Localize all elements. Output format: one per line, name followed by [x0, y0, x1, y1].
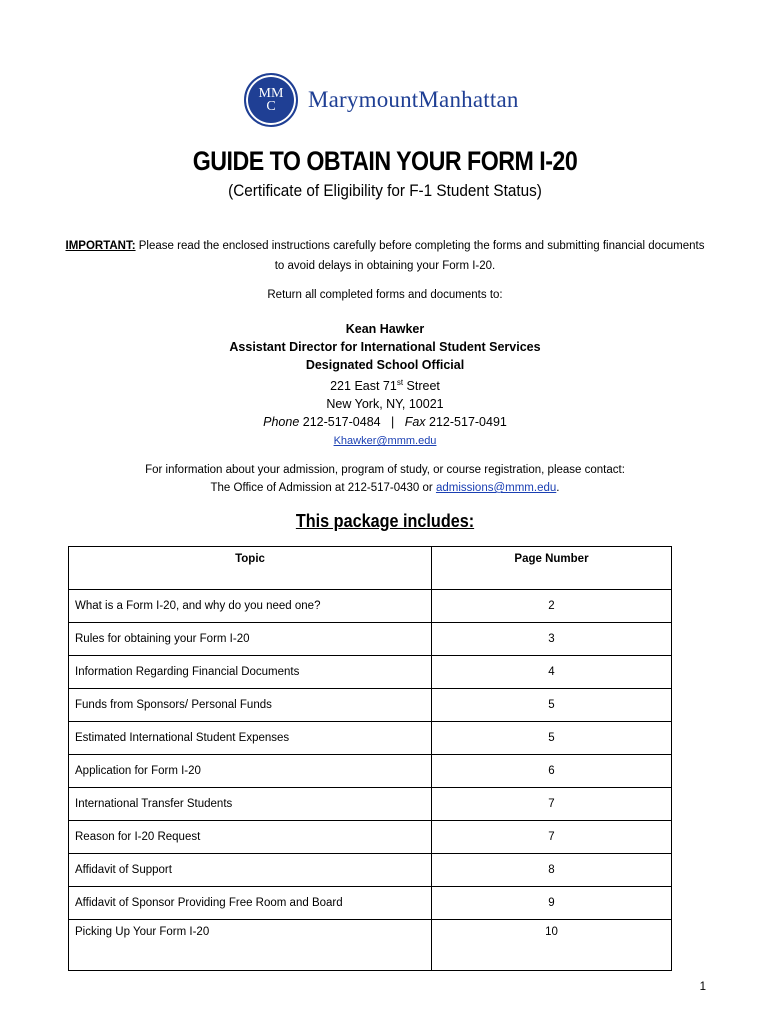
table-row [69, 788, 672, 821]
contact-street: 221 East 71st Street [330, 378, 440, 394]
admission-info [0, 461, 770, 497]
table-row [69, 821, 672, 854]
table-row [69, 656, 672, 689]
institution-logo [244, 74, 534, 126]
page-cell: 7 [432, 821, 672, 854]
table-row [69, 854, 672, 887]
topic-cell: Funds from Sponsors/ Personal Funds [69, 689, 432, 722]
contact-name: Kean Hawker [345, 322, 425, 336]
topic-cell: Rules for obtaining your Form I-20 [69, 623, 432, 656]
page-cell: 2 [432, 590, 672, 623]
table-row [69, 689, 672, 722]
important-label: IMPORTANT: [65, 240, 136, 252]
topic-cell: What is a Form I-20, and why do you need one? [69, 590, 432, 623]
important-notice [60, 236, 710, 276]
topic-cell: Affidavit of Support [69, 854, 432, 887]
column-header-topic: Topic [69, 547, 432, 590]
topic-cell: International Transfer Students [69, 788, 432, 821]
column-header-page: Page Number [432, 547, 672, 590]
contact-title: Designated School Official [305, 358, 465, 372]
brand-name: MarymountManhattan [308, 87, 519, 112]
page-number: 1 [699, 981, 706, 993]
contact-role: Assistant Director for International Student Services [229, 340, 541, 354]
page-cell: 5 [432, 689, 672, 722]
important-text: Please read the enclosed instructions carefully before completing the forms and submitting financial documents to avoid delays in obtaining your Form I-20. [135, 240, 705, 272]
table-row [69, 623, 672, 656]
page-cell: 4 [432, 656, 672, 689]
topic-cell: Application for Form I-20 [69, 755, 432, 788]
table-row [69, 755, 672, 788]
seal-icon: MM C [244, 73, 298, 127]
page-cell: 3 [432, 623, 672, 656]
contact-email-link[interactable]: Khawker@mmm.edu [333, 435, 437, 448]
admissions-email-link[interactable]: admissions@mmm.edu [435, 482, 557, 494]
topic-cell: Information Regarding Financial Documents [69, 656, 432, 689]
topic-cell: Reason for I-20 Request [69, 821, 432, 854]
page-cell: 6 [432, 755, 672, 788]
table-row [69, 590, 672, 623]
admission-info-line2: The Office of Admission at 212-517-0430 or admissions@mmm.edu. [210, 482, 560, 494]
package-heading: This package includes: [295, 511, 475, 531]
page-cell: 8 [432, 854, 672, 887]
page-cell: 9 [432, 887, 672, 920]
page-cell: 5 [432, 722, 672, 755]
contact-phone-fax: Phone 212-517-0484 | Fax 212-517-0491 [263, 415, 507, 430]
document-subtitle: (Certificate of Eligibility for F-1 Student Status) [228, 181, 542, 200]
page-cell: 10 [432, 920, 672, 971]
contact-block [0, 320, 770, 450]
return-instructions: Return all completed forms and documents to: [267, 289, 503, 301]
table-row [69, 722, 672, 755]
admission-info-line1: For information about your admission, program of study, or course registration, please contact: [145, 464, 625, 476]
table-row [69, 887, 672, 920]
topic-cell: Estimated International Student Expenses [69, 722, 432, 755]
document-title: GUIDE TO OBTAIN YOUR FORM I-20 [192, 146, 578, 176]
contact-city: New York, NY, 10021 [326, 397, 444, 412]
topic-cell: Picking Up Your Form I-20 [69, 920, 432, 971]
page-cell: 7 [432, 788, 672, 821]
table-row [69, 920, 672, 971]
topic-cell: Affidavit of Sponsor Providing Free Room and Board [69, 887, 432, 920]
contents-table [68, 546, 672, 971]
